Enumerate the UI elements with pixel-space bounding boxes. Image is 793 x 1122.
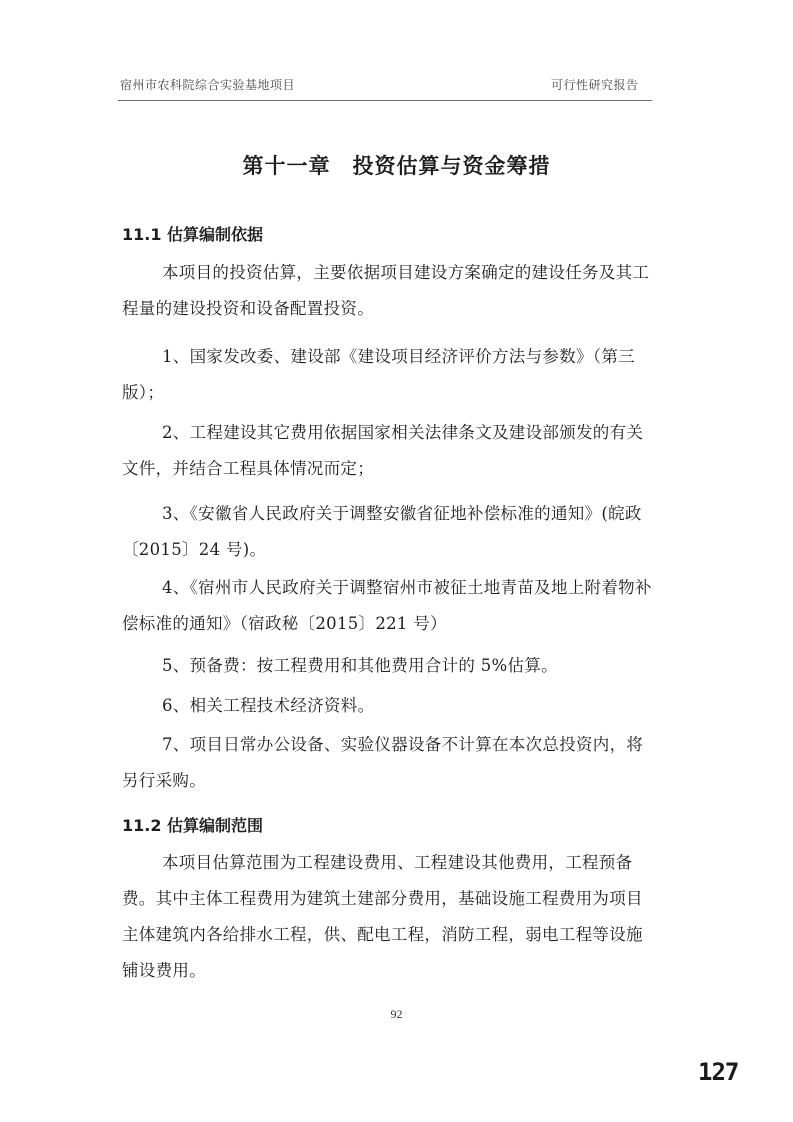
paragraph: 2、工程建设其它费用依据国家相关法律条文及建设部颁发的有关文件，并结合工程具体情况而定；: [122, 423, 644, 478]
running-header-report-type: 可行性研究报告: [551, 78, 639, 92]
chapter-title: 第十一章 投资估算与资金筹措: [242, 154, 551, 178]
paragraph: 7、项目日常办公设备、实验仪器设备不计算在本次总投资内，将另行采购。: [122, 735, 644, 790]
page-number: 92: [390, 1007, 403, 1021]
paragraph: 1、国家发改委、建设部《建设项目经济评价方法与参数》（第三版）；: [122, 347, 635, 402]
paragraph: 本项目的投资估算，主要依据项目建设方案确定的建设任务及其工程量的建设投资和设备配置投资。: [122, 263, 650, 318]
paragraph: 4、《宿州市人民政府关于调整宿州市被征土地青苗及地上附着物补偿标准的通知》（宿政秘〔2015〕221 号）: [122, 578, 652, 633]
paragraph: 6、相关工程技术经济资料。: [162, 696, 375, 715]
paragraph: 3、《安徽省人民政府关于调整安徽省征地补偿标准的通知》(皖政〔2015〕24 号)。: [122, 504, 642, 559]
section-heading-11-2: 11.2 估算编制范围: [122, 816, 264, 835]
header-divider: [118, 100, 652, 101]
paragraph: 5、预备费：按工程费用和其他费用合计的 5%估算。: [162, 656, 558, 675]
stamped-page-number: 127: [698, 1058, 739, 1086]
running-header-project: 宿州市农科院综合实验基地项目: [120, 78, 296, 92]
section-heading-11-1: 11.1 估算编制依据: [122, 225, 264, 244]
paragraph: 本项目估算范围为工程建设费用、工程建设其他费用，工程预备费。其中主体工程费用为建筑土建部分费用，基础设施工程费用为项目主体建筑内各给排水工程，供、配电工程，消防工程，弱电工程等设施铺设费用。: [122, 853, 643, 980]
